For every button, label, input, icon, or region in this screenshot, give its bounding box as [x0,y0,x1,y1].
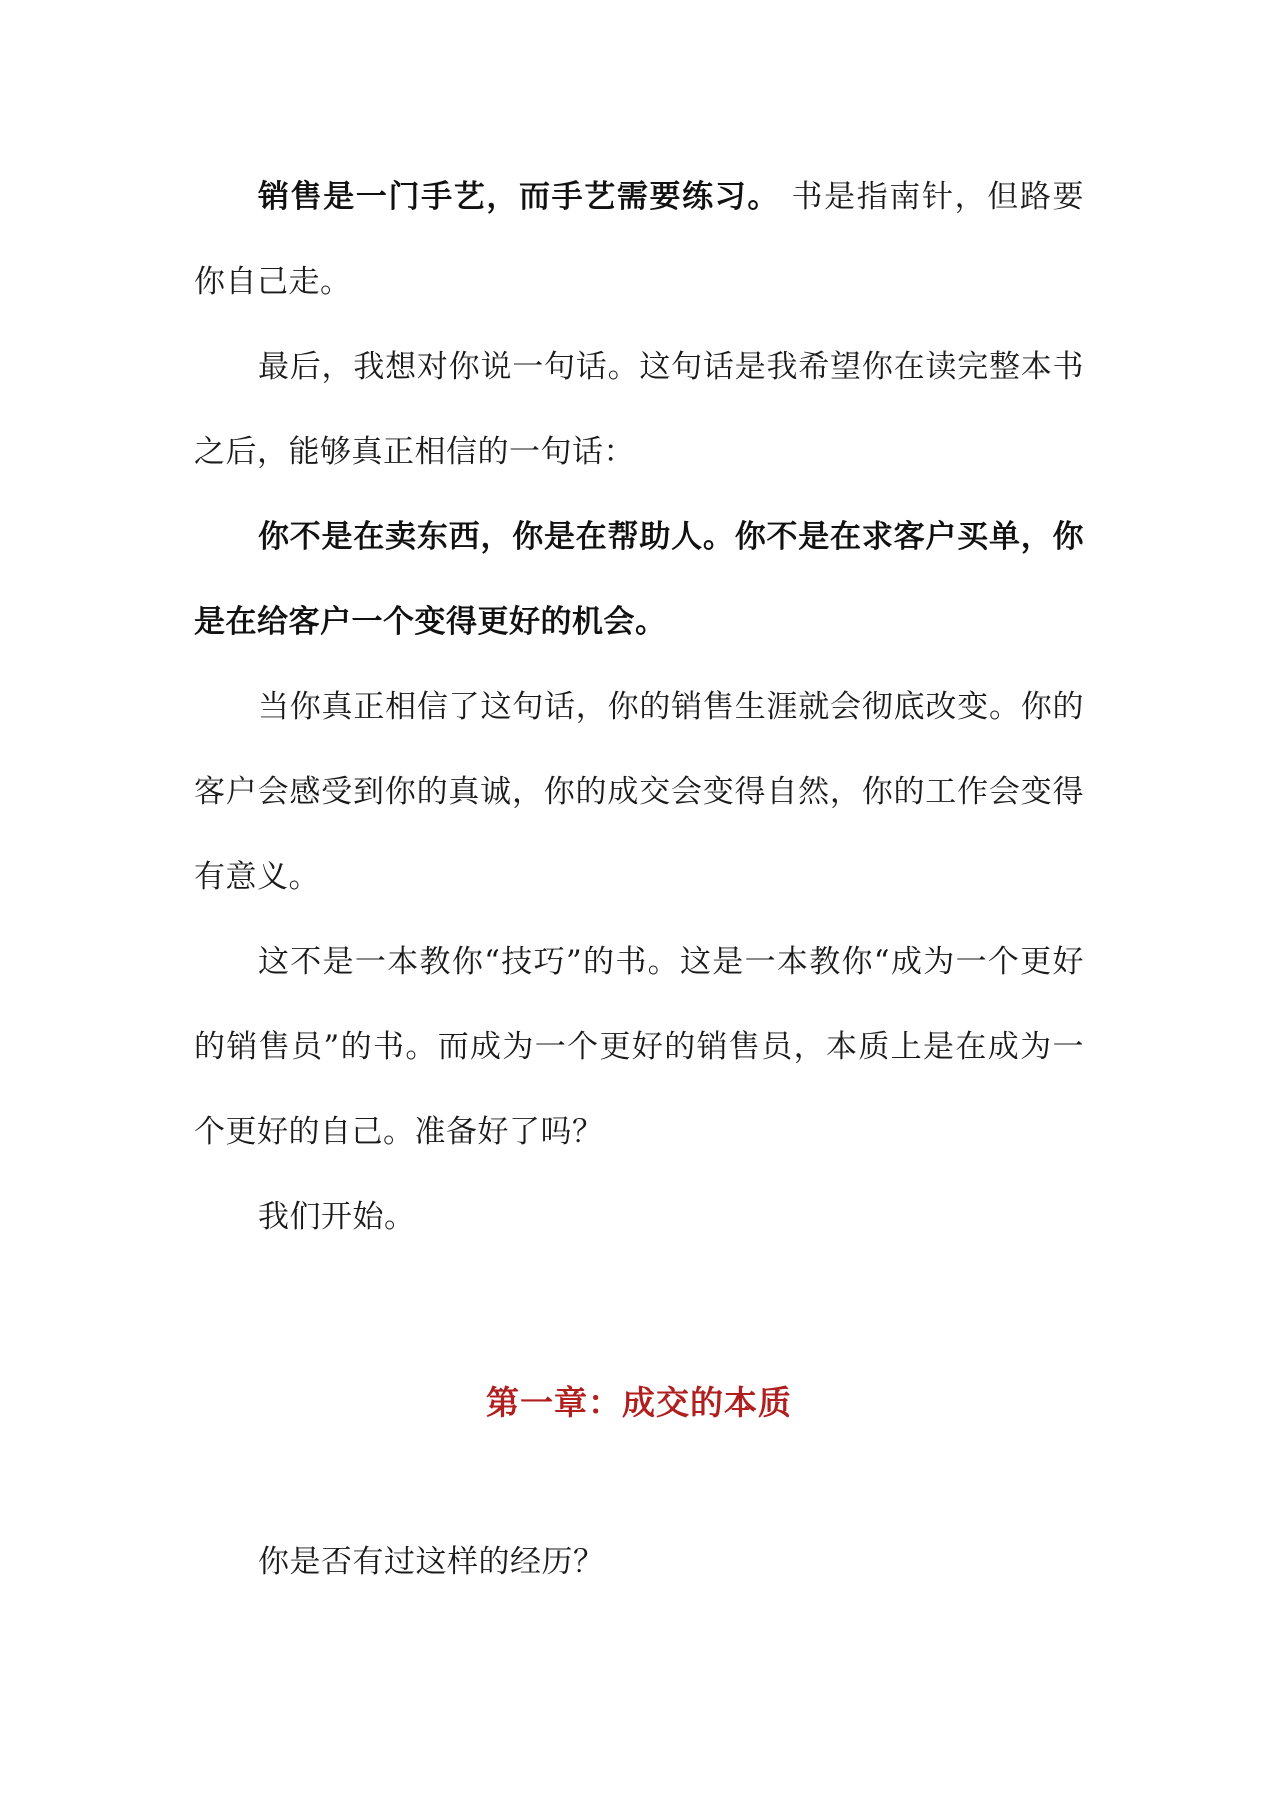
paragraph-book-purpose [194,920,1084,1175]
paragraph-lets-begin [194,1175,1084,1260]
chapter-title: 第一章：成交的本质 [486,1383,792,1422]
paragraph-practice [194,155,1084,325]
paragraph-career-change [194,665,1084,920]
emphasis-text: 你不是在卖东西，你是在帮助人。你不是在求客户买单，你是在给客户一个变得更好的机会。 [194,519,1084,640]
paragraph-question [194,1520,1084,1605]
paragraph-final-words [194,325,1084,495]
emphasis-text: 销售是一门手艺，而手艺需要练习。 [258,179,781,215]
paragraph-text: 你是否有过这样的经历？ [258,1544,605,1580]
paragraph-text: 最后，我想对你说一句话。这句话是我希望你在读完整本书之后，能够真正相信的一句话： [194,349,1084,470]
paragraph-core-belief [194,495,1084,665]
paragraph-text: 书是指南针，但路要你自己走。 [194,179,1084,300]
paragraph-text: 这不是一本教你“技巧”的书。这是一本教你“成为一个更好的销售员”的书。而成为一个更好的销售员，本质上是在成为一个更好的自己。准备好了吗？ [194,944,1084,1150]
paragraph-text: 当你真正相信了这句话，你的销售生涯就会彻底改变。你的客户会感受到你的真诚，你的成交会变得自然，你的工作会变得有意义。 [194,689,1084,895]
paragraph-text: 我们开始。 [258,1199,416,1235]
